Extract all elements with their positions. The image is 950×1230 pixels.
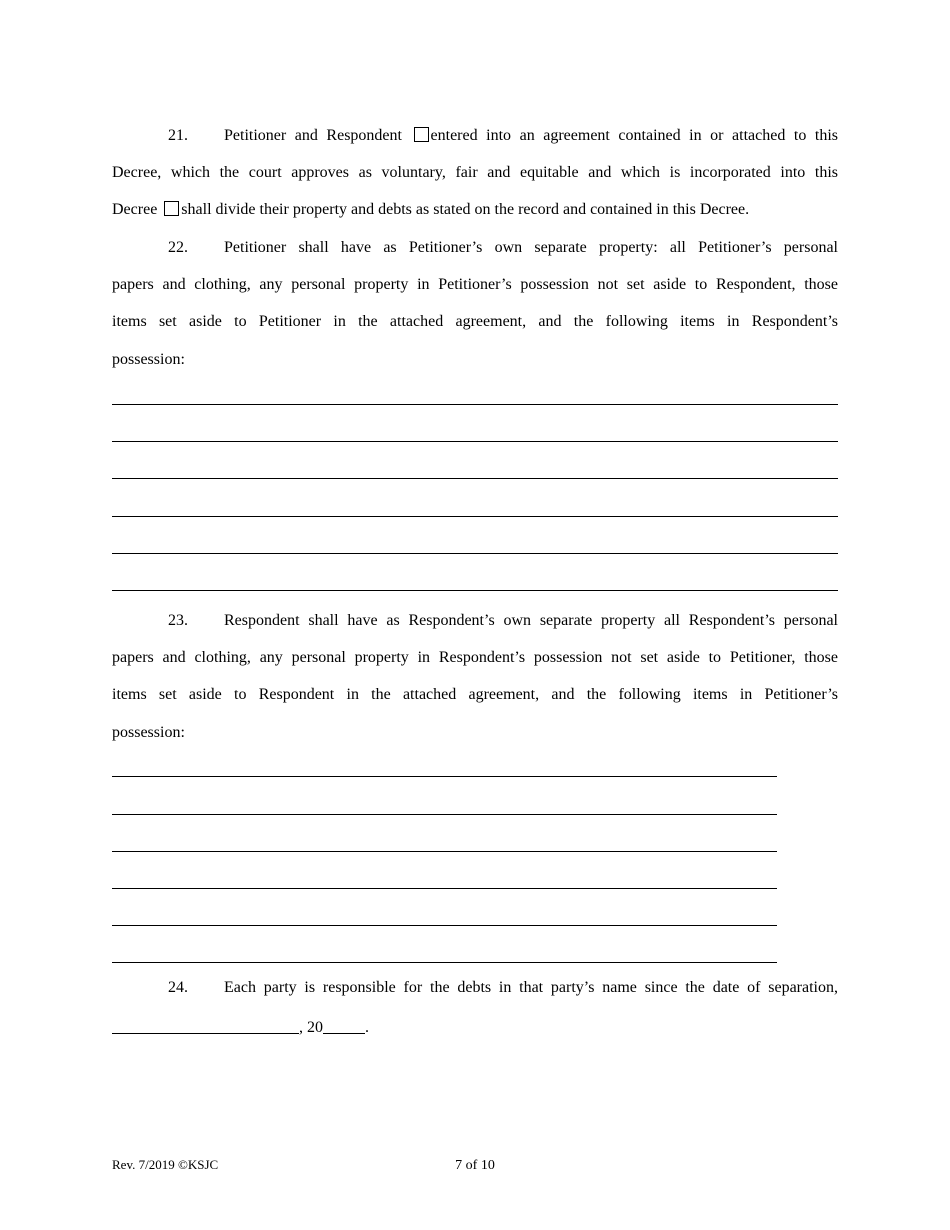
- paragraph-21: [112, 117, 838, 229]
- fill-in-line[interactable]: [112, 553, 838, 554]
- fill-in-line[interactable]: [112, 814, 777, 815]
- paragraph-text: Petitioner shall have as Petitioner’s own separate property: all Petitioner’s personal: [224, 239, 838, 256]
- paragraph-text: Each party is responsible for the debts in that party’s name since the date of separation,: [224, 979, 838, 996]
- paragraph-text: items set aside to Petitioner in the attached agreement, and the following items in Respondent’s: [112, 313, 838, 331]
- fill-in-line[interactable]: [112, 441, 838, 442]
- document-page: [112, 0, 838, 1230]
- paragraph-text: shall divide their property and debts as stated on the record and contained in this Decree.: [181, 201, 750, 219]
- fill-in-line[interactable]: [112, 590, 838, 591]
- paragraph-text: Decree: [112, 201, 158, 219]
- paragraph-text: Respondent shall have as Respondent’s own separate property all Respondent’s personal: [224, 612, 838, 629]
- separation-date-blank[interactable]: [112, 1017, 299, 1034]
- record-division-checkbox[interactable]: [164, 201, 179, 216]
- year-prefix: , 20: [299, 1019, 323, 1037]
- fill-in-line[interactable]: [112, 925, 777, 926]
- paragraph-22: [112, 229, 838, 378]
- paragraph-23: [112, 602, 838, 751]
- paragraph-text: Petitioner and Respondent: [224, 127, 402, 144]
- separation-year-blank[interactable]: [323, 1017, 365, 1034]
- paragraph-text: items set aside to Respondent in the attached agreement, and the following items in Petitioner’s: [112, 686, 838, 704]
- fill-in-line[interactable]: [112, 516, 838, 517]
- paragraph-text: possession:: [112, 723, 185, 741]
- paragraph-number: 22.: [168, 239, 188, 256]
- paragraph-text: Decree, which the court approves as voluntary, fair and equitable and which is incorporated into this: [112, 164, 838, 182]
- paragraph-number: 21.: [168, 127, 188, 144]
- fill-in-line[interactable]: [112, 888, 777, 889]
- paragraph-text: papers and clothing, any personal property in Respondent’s possession not set aside to Petitioner, those: [112, 649, 838, 667]
- paragraph-number: 23.: [168, 612, 188, 629]
- paragraph-number: 24.: [168, 979, 188, 996]
- paragraph-text: entered into an agreement contained in or attached to this: [430, 127, 839, 144]
- page-number: 7 of 10: [455, 1158, 495, 1173]
- revision-footer: Rev. 7/2019 ©KSJC: [112, 1157, 219, 1172]
- paragraph-text: papers and clothing, any personal property in Petitioner’s possession not set aside to Respondent, those: [112, 276, 838, 294]
- fill-in-line[interactable]: [112, 478, 838, 479]
- paragraph-24: [112, 969, 838, 1046]
- fill-in-line[interactable]: [112, 851, 777, 852]
- sentence-end: .: [365, 1019, 369, 1037]
- agreement-checkbox[interactable]: [414, 127, 429, 142]
- fill-in-line[interactable]: [112, 776, 777, 777]
- paragraph-text: possession:: [112, 350, 185, 368]
- fill-in-line[interactable]: [112, 404, 838, 405]
- fill-in-line[interactable]: [112, 962, 777, 963]
